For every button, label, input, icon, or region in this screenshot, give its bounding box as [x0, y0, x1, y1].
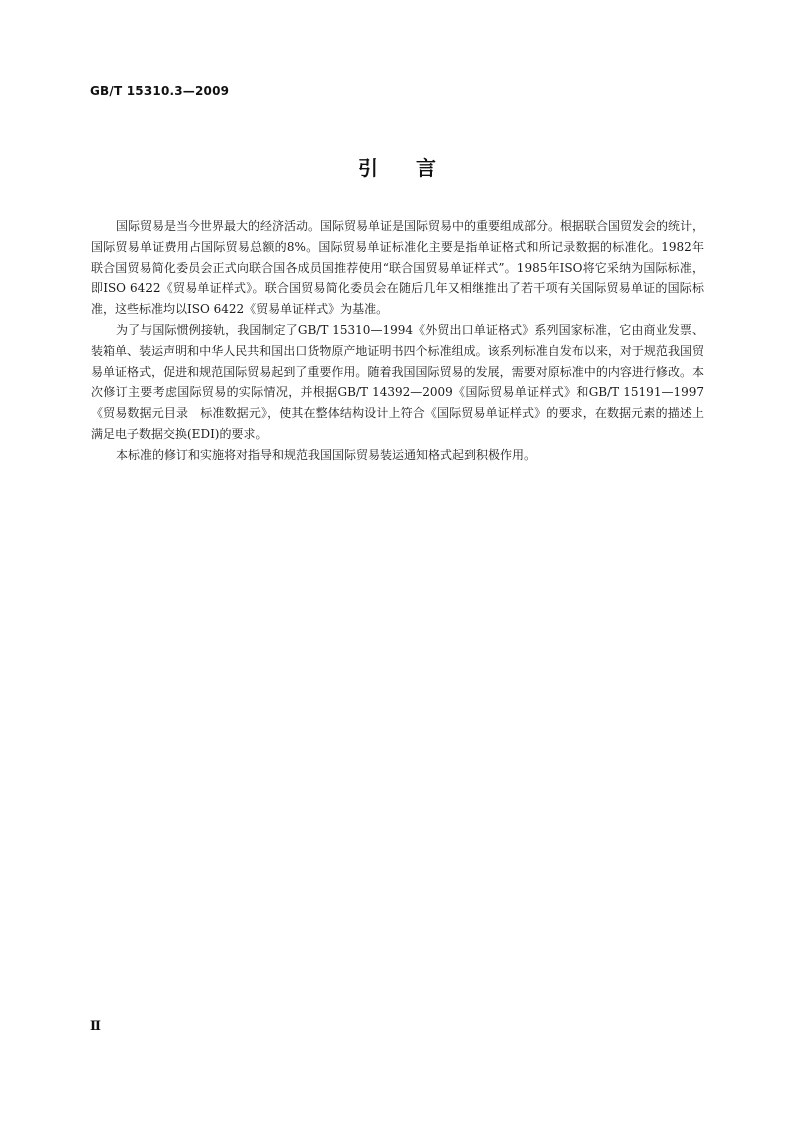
page-number: Ⅱ [90, 1019, 101, 1034]
page-title: 引言 [358, 156, 474, 180]
standard-code: GB/T 15310.3—2009 [90, 84, 230, 98]
body-text [91, 216, 704, 466]
paragraph-2: 为了与国际惯例接轨，我国制定了GB/T 15310—1994《外贸出口单证格式》系列国家标准，它由商业发票、装箱单、装运声明和中华人民共和国出口货物原产地证明书四个标准组成。该系列标准自发布以来，对于规范我国贸易单证格式，促进和规范国际贸易起到了重要作用。随着我国国际贸易的发展，需要对原标准中的内容进行修改。本次修订主要考虑国际贸易的实际情况，并根据GB/T 14392—2009《国际贸易单证样式》和GB/T 15191—1997《贸易数据元目录 标准数据元》，使其在整体结构设计上符合《国际贸易单证样式》的要求，在数据元素的描述上满足电子数据交换(EDI)的要求。 [91, 322, 704, 441]
paragraph-3: 本标准的修订和实施将对指导和规范我国国际贸易装运通知格式起到积极作用。 [116, 447, 537, 462]
paragraph-1: 国际贸易是当今世界最大的经济活动。国际贸易单证是国际贸易中的重要组成部分。根据联合国贸发会的统计，国际贸易单证费用占国际贸易总额的8%。国际贸易单证标准化主要是指单证格式和所记录数据的标准化。1982年联合国贸易简化委员会正式向联合国各成员国推荐使用“联合国贸易单证样式”。1985年ISO将它采纳为国际标准，即ISO 6422《贸易单证样式》。联合国贸易简化委员会在随后几年又相继推出了若干项有关国际贸易单证的国际标准，这些标准均以ISO 6422《贸易单证样式》为基准。 [91, 219, 705, 317]
